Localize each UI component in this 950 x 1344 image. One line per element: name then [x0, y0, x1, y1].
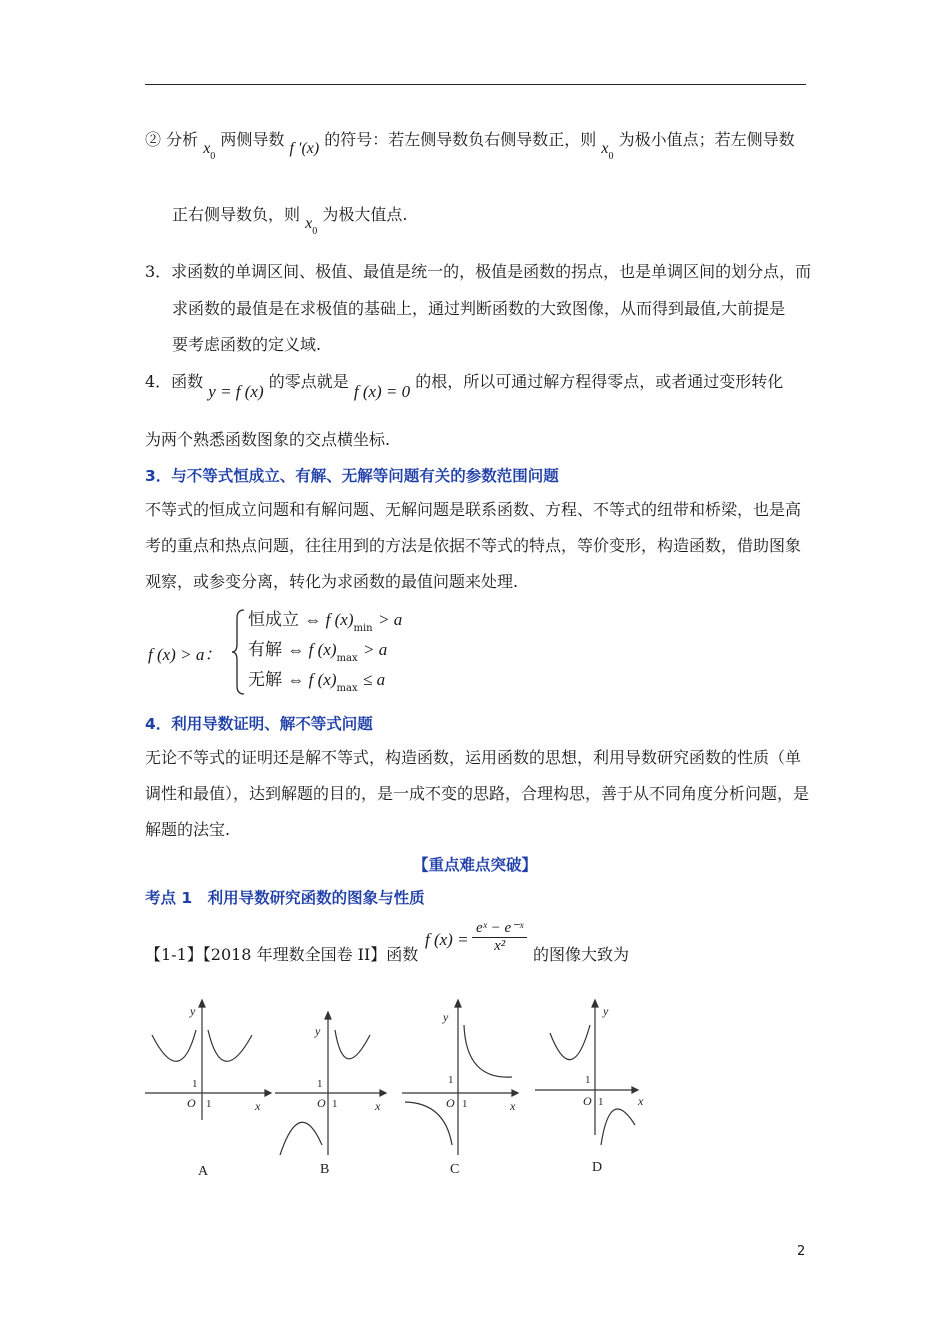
x0-symbol: $x_0$	[203, 140, 216, 162]
page-number: 2	[797, 1244, 806, 1259]
svg-text:x: x	[255, 1099, 261, 1113]
svg-text:x: x	[638, 1094, 644, 1108]
svg-text:1: 1	[585, 1074, 591, 1086]
problem-1-1-label: 【1-1】【2018 年理数全国卷 II】函数	[145, 945, 419, 964]
header-rule	[145, 84, 806, 85]
answer-graphs	[140, 995, 660, 1185]
section-4-para-1: 无论不等式的证明还是解不等式，构造函数，运用函数的思想，利用导数研究函数的性质（单	[145, 748, 802, 767]
svg-text:O: O	[583, 1094, 592, 1108]
kaodian-1-heading: 考点 1 利用导数研究函数的图象与性质	[145, 889, 425, 907]
fraction-numerator: eˣ − e⁻ˣ	[472, 918, 527, 938]
cases-brace	[230, 608, 246, 696]
svg-text:1: 1	[598, 1096, 604, 1108]
item3-line-1: 3．求函数的单调区间、极值、最值是统一的，极值是函数的拐点，也是单调区间的划分点，而	[145, 262, 812, 281]
svg-text:1: 1	[448, 1074, 454, 1086]
section-3-heading: 3．与不等式恒成立、有解、无解等问题有关的参数范围问题	[145, 467, 559, 485]
section-4-para-3: 解题的法宝.	[145, 820, 231, 839]
label-b: B	[320, 1162, 330, 1177]
svg-text:x: x	[510, 1099, 516, 1113]
svg-text:y: y	[603, 1004, 609, 1018]
problem-tail: 的图像大致为	[533, 945, 630, 964]
problem-fraction	[472, 918, 527, 955]
svg-text:y: y	[315, 1024, 321, 1038]
graph-b	[275, 1012, 386, 1155]
item4-line-2: 为两个熟悉函数图象的交点横坐标.	[145, 430, 391, 449]
case-row-3: 无解 ⇔ f $(x)_{max} \le a$	[248, 670, 386, 694]
section-3-para-3: 观察，或参变分离，转化为求函数的最值问题来处理.	[145, 572, 519, 591]
section-3-para-1: 不等式的恒成立问题和有解问题、无解问题是联系函数、方程、不等式的纽带和桥梁，也是高	[145, 500, 802, 519]
svg-text:1: 1	[206, 1098, 212, 1110]
svg-text:y: y	[190, 1004, 196, 1018]
analysis-line-1: ② 分析 $x_0$ 两侧导数 f ′(x) 的符号：若左侧导数负右侧导数正，则 $x_0$ 为极小值点；若左侧导数	[145, 130, 795, 162]
section-4-heading: 4．利用导数证明、解不等式问题	[145, 715, 373, 733]
label-a: A	[198, 1164, 209, 1179]
label-d: D	[592, 1160, 603, 1175]
section-3-para-2: 考的重点和热点问题，往往用到的方法是依据不等式的特点，等价变形，构造函数，借助图象	[145, 536, 802, 555]
section-4-para-2: 调性和最值），达到解题的目的，是一成不变的思路，合理构思，善于从不同角度分析问题，是	[145, 784, 810, 803]
graph-c	[402, 1000, 518, 1155]
svg-text:O: O	[317, 1096, 326, 1110]
cases-lhs: f (x) > a：	[148, 645, 222, 664]
zero-function-eq: y = f (x)	[208, 382, 264, 401]
svg-text:y: y	[443, 1010, 449, 1024]
svg-text:1: 1	[317, 1078, 323, 1090]
zero-root-eq: f (x) = 0	[353, 382, 411, 401]
graph-d	[535, 1000, 638, 1145]
case-row-2: 有解 ⇔ f $(x)_{max} > a$	[248, 640, 388, 664]
analysis-line-2: 正右侧导数负，则 $x_0$ 为极大值点.	[172, 205, 408, 237]
key-points-heading: 【重点难点突破】	[412, 856, 537, 874]
svg-text:1: 1	[332, 1098, 338, 1110]
problem-fx: f (x) =	[425, 930, 469, 949]
svg-text:x: x	[375, 1099, 381, 1113]
f-prime-expr: f ′(x)	[289, 140, 320, 157]
fraction-denominator: x²	[494, 938, 506, 954]
label-c: C	[450, 1162, 460, 1177]
svg-text:O: O	[187, 1096, 196, 1110]
case-row-1: 恒成立 ⇔ f $(x)_{min} > a$	[248, 610, 403, 634]
item3-line-3: 要考虑函数的定义域.	[172, 335, 322, 354]
item3-line-2: 求函数的最值是在求极值的基础上，通过判断函数的大致图像，从而得到最值,大前提是	[172, 299, 786, 318]
svg-text:O: O	[446, 1096, 455, 1110]
item4-line-1: 4．函数 y = f (x) 的零点就是 f (x) = 0 的根，所以可通过解方程得零点，或者通过变形转化	[145, 372, 784, 401]
svg-text:1: 1	[462, 1098, 468, 1110]
svg-text:1: 1	[192, 1078, 198, 1090]
